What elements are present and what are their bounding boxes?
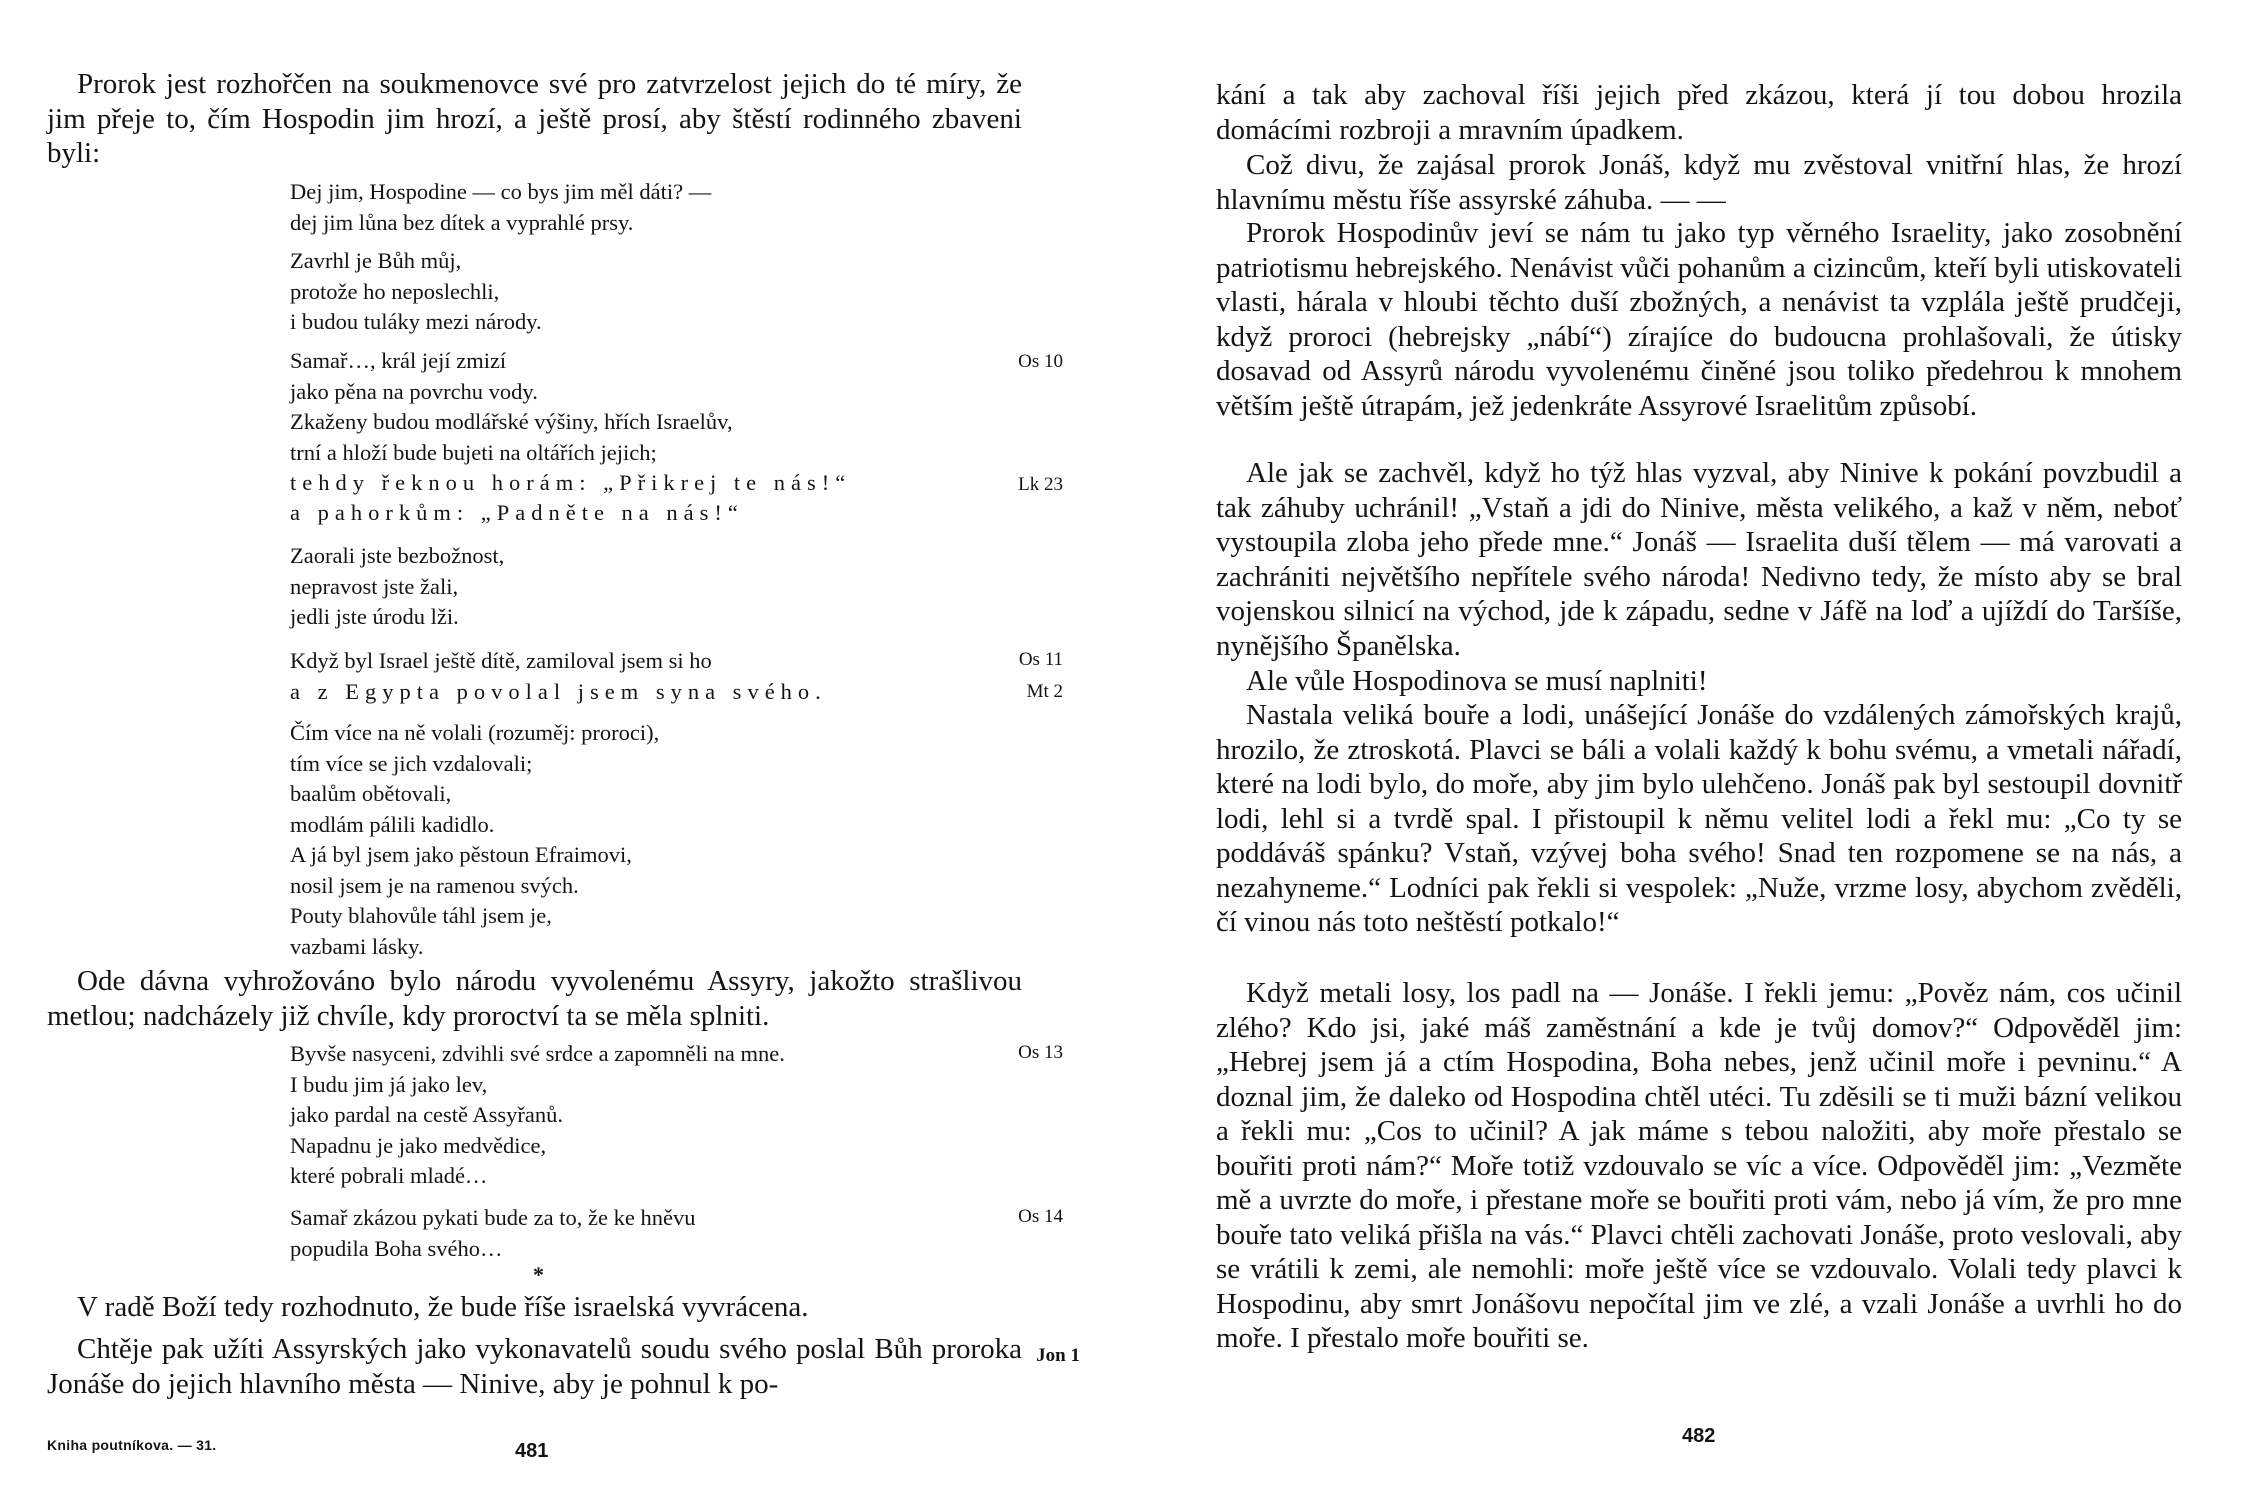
- right-paragraph-4: Ale jak se zachvěl, když ho týž hlas vyzval, aby Ninive k pokání povzbudil a tak záhuby uchránil! „Vstaň a jdi do Ninive, města velikého, a kaž v něm, neboť vystoupila zloba jeho přede mne.“ Jonáš — Israelita duší tělem — má varovati a zachrániti největšího nepřítele svého národa! Nedivno tedy, že místo aby se bral vojenskou silnicí na východ, jde k západu, sedne v Jáfě na loď a ujíždí do Taršíše, nynějšího Španělska.: [1216, 457, 2182, 662]
- ref-mt2: Mt 2: [1026, 681, 1063, 702]
- verse-5b: [290, 677, 827, 708]
- ref-jon1: Jon 1: [1036, 1345, 1080, 1366]
- verse-7: Byvše nasyceni, zdvihli své srdce a zapomněli na mne. I budu jim já jako lev, jako pardal na cestě Assyřanů. Napadnu je jako medvědice, které pobrali mladé…: [290, 1041, 785, 1188]
- book-footer: Kniha poutníkova. — 31.: [47, 1437, 217, 1453]
- left-page: [0, 0, 1120, 1500]
- verse-3c: [290, 498, 744, 529]
- verse-3a: Samař…, král její zmizí jako pěna na povrchu vody. Zkaženy budou modlářské výšiny, hřích Israelův, trní a hloží bude bujeti na oltářích jejich;: [290, 348, 733, 465]
- page-number-right: 482: [1682, 1425, 1716, 1447]
- ref-os14: Os 14: [1018, 1206, 1063, 1227]
- verse-3c-quote: „Padněte na nás!“: [469, 500, 744, 525]
- verse-2: Zavrhl je Bůh můj, protože ho neposlechli, i budou tuláky mezi národy.: [290, 248, 542, 334]
- ref-lk23: Lk 23: [1018, 474, 1063, 495]
- right-paragraph-5: Ale vůle Hospodinova se musí naplniti!: [1246, 665, 1708, 697]
- right-paragraph-3: Prorok Hospodinův jeví se nám tu jako typ věrného Israelity, jako zosobnění patriotismu hebrejského. Nenávist vůči pohanům a cizincům, kteří byli utiskovateli vlasti, hárala v hloubi těchto duší zbožných, a nenávist ta vzplála ještě prudčeji, když proroci (hebrejsky „nábí“) zírajíce do budoucna prohlašovali, že útisky dosavad od Assyrů národu vyvolenému činěné jsou toliko předehrou k mnohem větším ještě útrapám, jež jedenkráte Assyrové Israelitům způsobí.: [1216, 217, 2182, 422]
- left-paragraph-3: V radě Boží tedy rozhodnuto, že bude říše israelská vyvrácena.: [77, 1291, 809, 1323]
- verse-4: Zaorali jste bezbožnost, nepravost jste žali, jedli jste úrodu lži.: [290, 543, 505, 629]
- verse-6: Čím více na ně volali (rozuměj: proroci), tím více se jich vzdalovali; baalům obětovali, modlám pálili kadidlo. A já byl jsem jako pěstoun Efraimovi, nosil jsem je na ramenou svých. Pouty blahovůle táhl jsem je, vazbami lásky.: [290, 720, 660, 959]
- verse-5b-text: a z Egypta povolal jsem syna svého.: [290, 679, 827, 704]
- verse-3b: [290, 468, 851, 499]
- verse-5a: Když byl Israel ještě dítě, zamiloval jsem si ho: [290, 648, 712, 673]
- verse-3b-lead: tehdy řeknou horám:: [290, 470, 592, 495]
- ref-os13: Os 13: [1018, 1042, 1063, 1063]
- verse-3b-quote: „Přikrej te nás!“: [591, 470, 852, 495]
- ref-os11: Os 11: [1018, 649, 1063, 670]
- section-asterisk: *: [533, 1262, 544, 1287]
- left-paragraph-1: Prorok jest rozhořčen na soukmenovce své pro zatvrzelost jejich do té míry, že jim přeje to, čím Hospodin jim hrozí, a ještě prosí, aby štěstí rodinného zbaveni byli:: [47, 68, 1022, 169]
- left-paragraph-2: Ode dávna vyhrožováno bylo národu vyvolenému Assyry, jakožto strašlivou metlou; nadcházely již chvíle, kdy proroctví ta se měla splniti.: [47, 965, 1022, 1032]
- ref-os10: Os 10: [1018, 351, 1063, 372]
- left-paragraph-4: Chtěje pak užíti Assyrských jako vykonavatelů soudu svého poslal Bůh proroka Jonáše do jejich hlavního města — Ninive, aby je pohnul k po-: [47, 1333, 1022, 1400]
- right-page: [1120, 0, 2242, 1500]
- right-paragraph-7: Když metali losy, los padl na — Jonáše. I řekli jemu: „Pověz nám, cos učinil zlého? Kdo jsi, jaké máš zaměstnání a kde je tvůj domov?“ Odpověděl jim: „Hebrej jsem já a ctím Hospodina, Boha nebes, jenž učinil moře i pevninu.“ A doznal jim, že daleko od Hospodina chtěl utéci. Tu zděsili se ti muži bázní velikou a řekli mu: „Cos to učinil? A jak máme s tebou naložiti, aby moře přestalo se bouřiti proti nám?“ Moře totiž vzdouvalo se víc a více. Odpověděl jim: „Vezměte mě a uvrzte do moře, i přestane moře se bouřiti proti vám, nebo já vím, že pro mne bouře tato veliká přišla na vás.“ Plavci chtěli zachovati Jonáše, proto veslovali, aby se vrátili k zemi, ale nemohli: moře ještě více se vzdouvalo. Volali tedy plavci k Hospodinu, aby smrt Jonášovu nepočítal jim ve zlé, a vzali Jonáše a uvrhli ho do moře. I přestalo moře bouřiti se.: [1216, 977, 2182, 1354]
- verse-3c-lead: a pahorkům:: [290, 500, 470, 525]
- right-paragraph-2: Což divu, že zajásal prorok Jonáš, když mu zvěstoval vnitřní hlas, že hrozí hlavnímu městu říše assyrské záhuba. — —: [1216, 149, 2182, 216]
- right-paragraph-6: Nastala veliká bouře a lodi, unášející Jonáše do vzdálených zámořských krajů, hrozilo, že ztroskotá. Plavci se báli a volali každý k bohu svému, a vmetali nářadí, které na lodi bylo, do moře, aby jim bylo ulehčeno. Jonáš pak byl sestoupil dovnitř lodi, lehl si a tvrdě spal. I přistoupil k němu velitel lodi a řekl mu: „Co ty se poddáváš spánku? Vstaň, vzývej boha svého! Snad ten rozpomene se na nás, a nezahyneme.“ Lodníci pak řekli si vespolek: „Nuže, vrzme losy, abychom zvěděli, čí vinou nás toto neštěstí potkalo!“: [1216, 699, 2182, 938]
- page-number-left: 481: [515, 1440, 549, 1462]
- verse-1: Dej jim, Hospodine — co bys jim měl dáti? — dej jim lůna bez dítek a vyprahlé prsy.: [290, 179, 712, 235]
- verse-8: Samař zkázou pykati bude za to, že ke hněvu popudila Boha svého…: [290, 1205, 696, 1261]
- right-paragraph-1: kání a tak aby zachoval říši jejich před zkázou, která jí tou dobou hrozila domácími rozbroji a mravním úpadkem.: [1216, 79, 2182, 146]
